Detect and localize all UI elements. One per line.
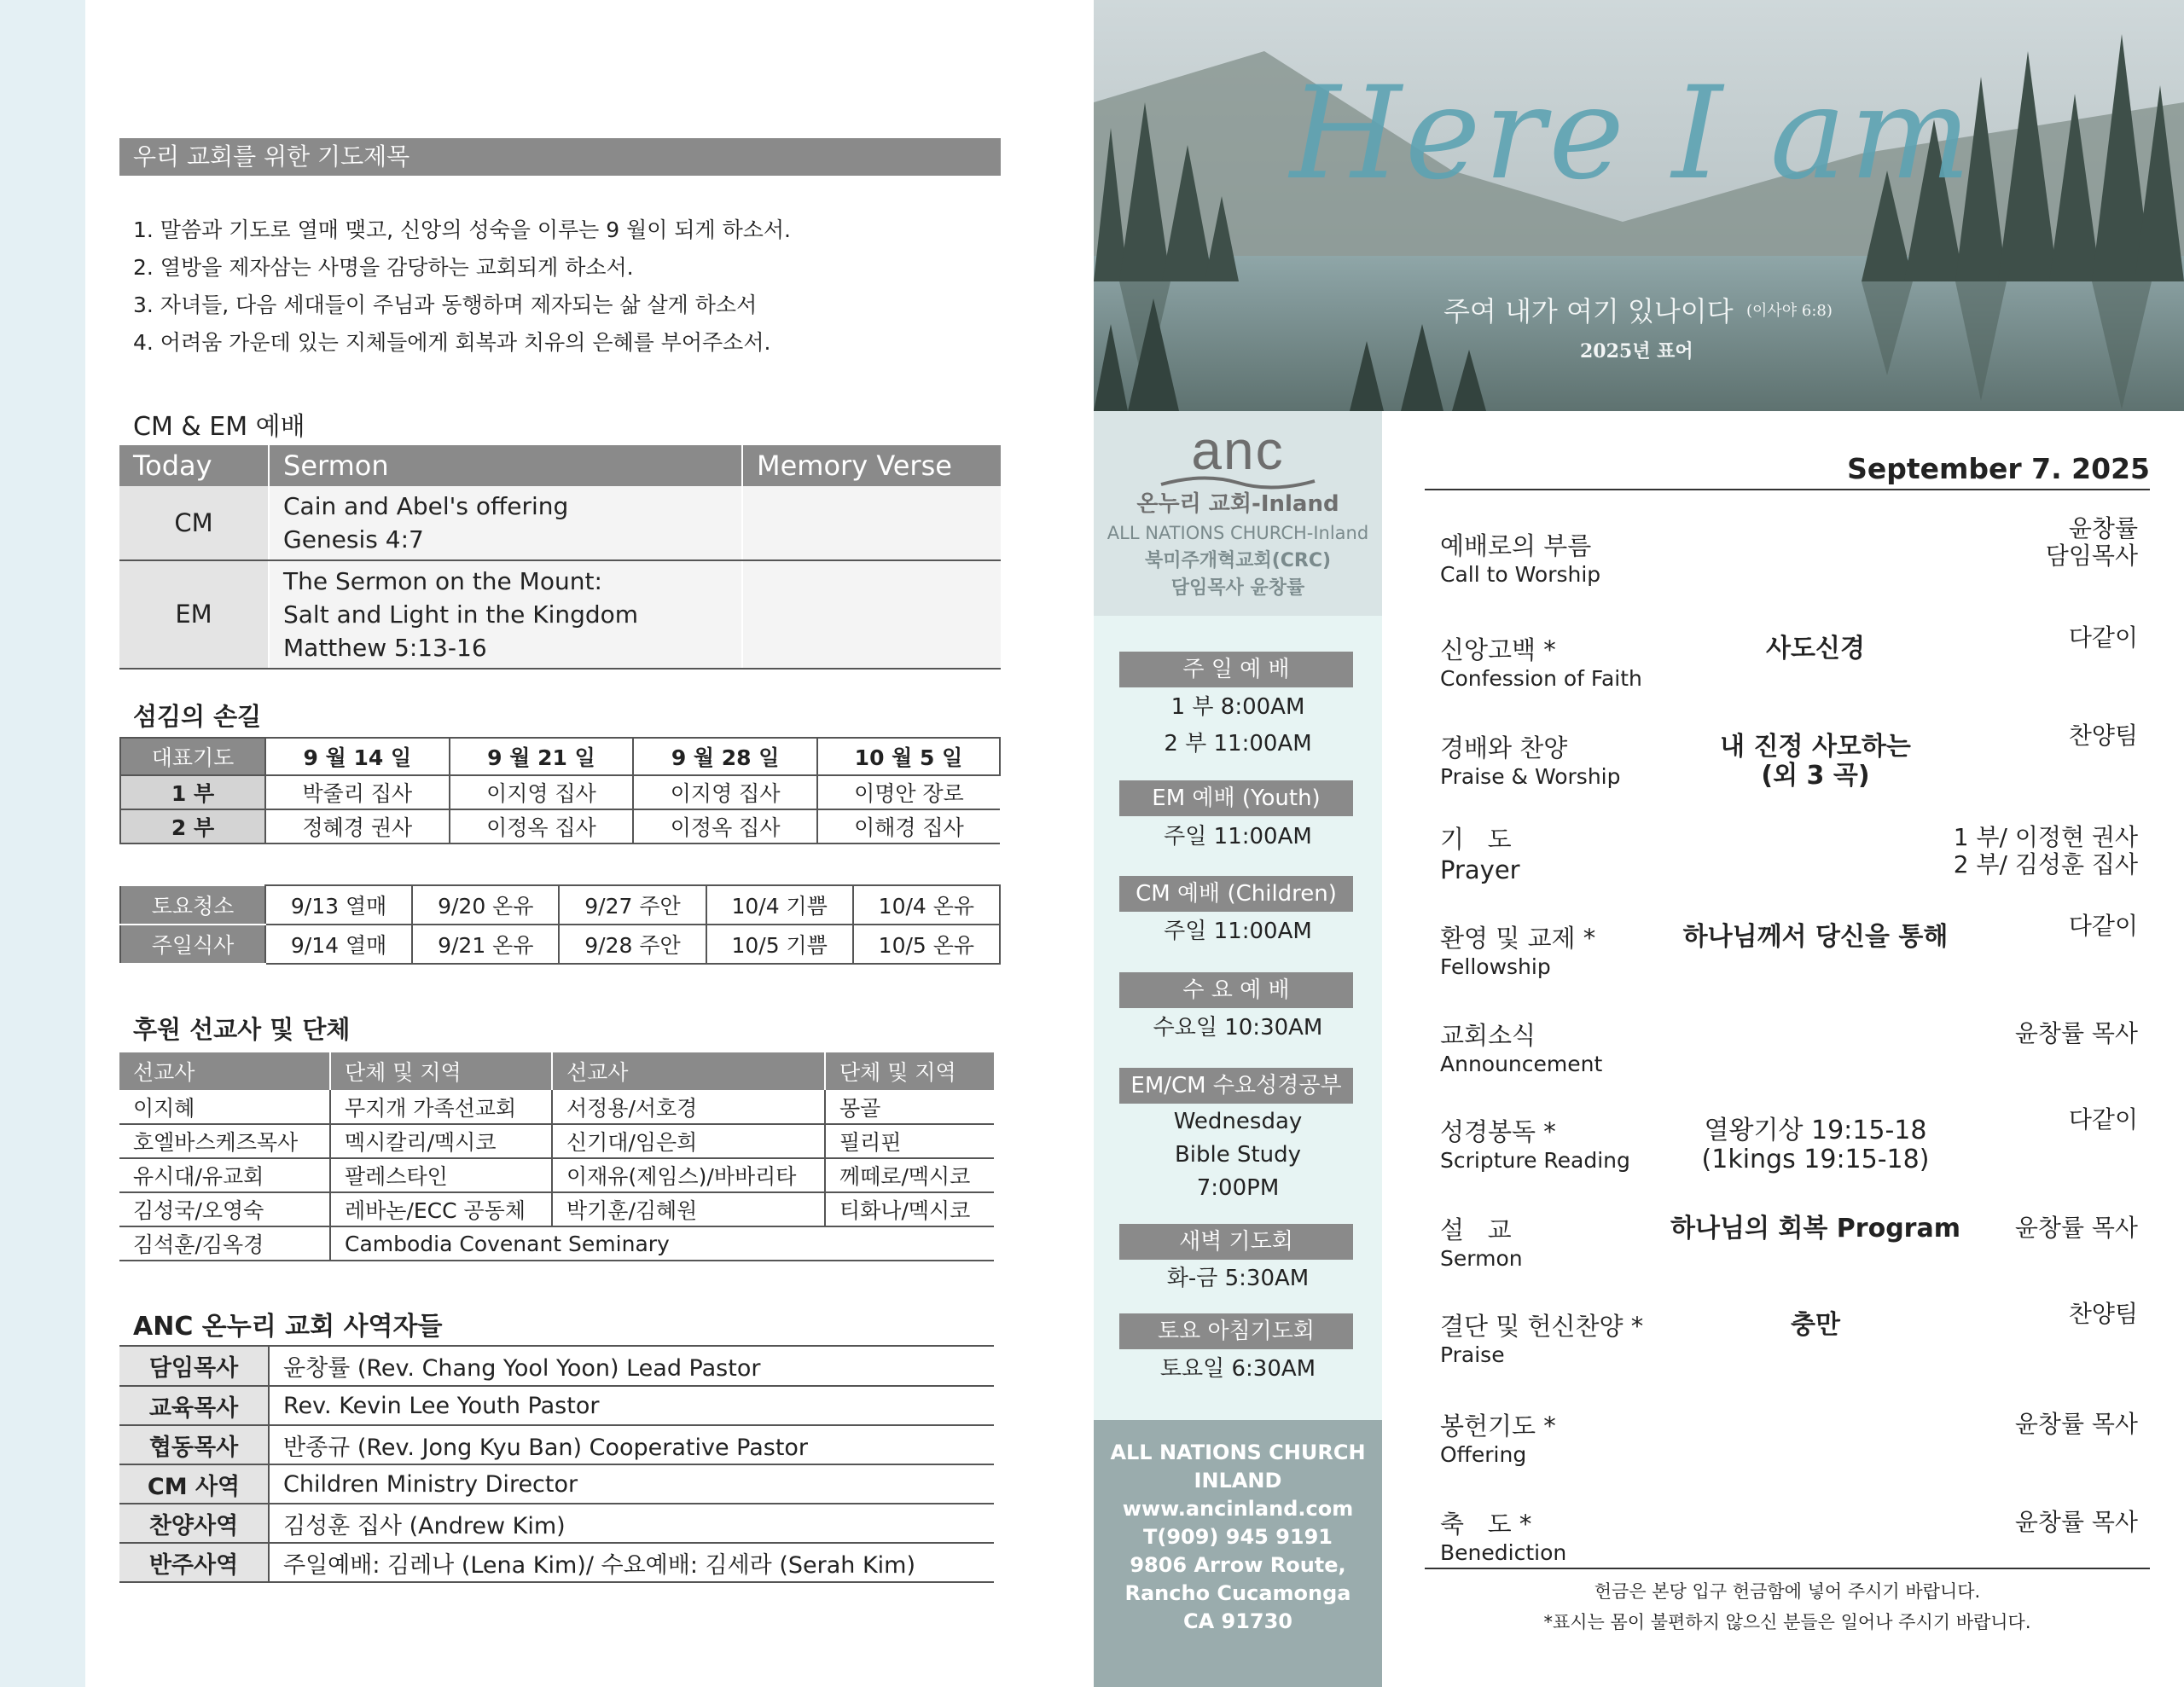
row-label: 주일식사 xyxy=(120,925,265,964)
table-cell: 이정옥 집사 xyxy=(633,809,817,844)
service-date: 9 월 28 일 xyxy=(633,738,817,775)
church-pastor: 담임목사 윤창률 xyxy=(1170,577,1305,599)
table-cell: 신기대/임은희 xyxy=(552,1124,825,1158)
worship-order-item xyxy=(1440,1017,2148,1076)
sermon-line: Cain and Abel's offering xyxy=(283,492,569,520)
table-cell: 10/5 온유 xyxy=(853,925,1000,964)
left-margin-strip xyxy=(0,0,85,1687)
table-cell: 9/21 온유 xyxy=(412,925,559,964)
order-item-english: Praise & Worship xyxy=(1440,764,1621,789)
schedule-line: 주일 11:00AM xyxy=(1164,919,1312,944)
table-cell: 김성훈 집사 (Andrew Kim) xyxy=(269,1504,994,1543)
table-row xyxy=(119,560,1001,669)
contact-line: www.ancinland.com xyxy=(1122,1497,1354,1521)
order-item-english: Offering xyxy=(1440,1442,1527,1467)
order-item-leader: 1 부/ 이정현 권사 2 부/ 김성훈 집사 xyxy=(1953,823,2138,878)
prayer-item: 2. 열방을 제자삼는 사명을 감당하는 교회되게 하소서. xyxy=(133,255,634,280)
service-title: 섬김의 손길 xyxy=(133,702,262,731)
prayer-item: 3. 자녀들, 다음 세대들이 주님과 동행하며 제자되는 삶 살게 하소서 xyxy=(133,293,758,317)
table-cell: 주일예배: 김레나 (Lena Kim)/ 수요예배: 김세라 (Serah Kim) xyxy=(269,1543,994,1582)
table-cell: 김성국/오영숙 xyxy=(119,1192,330,1226)
order-item-leader: 윤창률 목사 xyxy=(2014,1214,2138,1242)
table-row xyxy=(119,1158,994,1192)
contact-line: 9806 Arrow Route, xyxy=(1130,1553,1346,1577)
schedule-title: EM 예배 (Youth) xyxy=(1119,780,1353,816)
divider xyxy=(1425,1568,2150,1569)
divider xyxy=(1425,489,2150,490)
table-cell: 10/4 온유 xyxy=(853,885,1000,925)
row-label: 교육목사 xyxy=(119,1386,269,1425)
table-row xyxy=(119,1124,994,1158)
cover-year-motto: 2025년 표어 xyxy=(1580,340,1693,362)
cover-photo xyxy=(1094,0,2184,411)
service-date: 10 월 5 일 xyxy=(817,738,1000,775)
cover-ref: (이사야 6:8) xyxy=(1746,302,1833,320)
schedule-times xyxy=(1094,691,1382,761)
church-name-en: ALL NATIONS CHURCH-Inland xyxy=(1107,523,1369,543)
table-cell: 윤창률 (Rev. Chang Yool Yoon) Lead Pastor xyxy=(269,1347,994,1386)
schedule-line: 1 부 8:00AM xyxy=(1170,694,1305,720)
cover-subtitle: 주여 내가 여기 있나이다 xyxy=(1443,295,1734,328)
schedule-line: 주일 11:00AM xyxy=(1164,824,1312,849)
table-cell: 호엘바스케즈목사 xyxy=(119,1124,330,1158)
church-logo: anc xyxy=(1191,420,1285,481)
cover-script-title: Here I am xyxy=(1290,60,1975,208)
schedule-line: 화-금 5:30AM xyxy=(1166,1266,1310,1291)
worship-order-item xyxy=(1440,1300,2148,1367)
schedule-line: 토요일 6:30AM xyxy=(1159,1356,1316,1382)
church-denomination: 북미주개혁교회(CRC) xyxy=(1144,550,1332,571)
table-cell: 이지혜 xyxy=(119,1090,330,1124)
row-label: 담임목사 xyxy=(119,1347,269,1386)
service-date: 9 월 14 일 xyxy=(265,738,450,775)
table-cell: 정혜경 권사 xyxy=(265,809,450,844)
order-item-english: Scripture Reading xyxy=(1440,1148,1630,1173)
table-cell: Rev. Kevin Lee Youth Pastor xyxy=(269,1386,994,1425)
table-row xyxy=(119,1347,994,1386)
table-row xyxy=(120,775,1000,809)
contact-line: CA 91730 xyxy=(1182,1609,1293,1633)
sermon-cell xyxy=(269,486,742,560)
order-item-leader: 찬양팀 xyxy=(2068,1300,2138,1328)
order-item-english: Benediction xyxy=(1440,1540,1567,1565)
church-logo-box xyxy=(1094,411,1382,616)
church-name-ko: 온누리 교회-Inland xyxy=(1136,491,1339,517)
service-table xyxy=(119,737,1001,844)
table-cell: 이지영 집사 xyxy=(633,775,817,809)
bulletin-notes xyxy=(1425,1576,2150,1638)
order-item-title: 하나님의 회복 Program xyxy=(1670,1214,1960,1244)
worship-order-item xyxy=(1440,722,2148,791)
order-item-leader: 윤창률 담임목사 xyxy=(2045,514,2138,570)
sermon-line: Matthew 5:13-16 xyxy=(283,634,487,662)
table-row xyxy=(119,1464,994,1504)
table-cell: 멕시칼리/멕시코 xyxy=(330,1124,552,1158)
prayer-section-title: 우리 교회를 위한 기도제목 xyxy=(119,138,1001,176)
schedule-title: EM/CM 수요성경공부 xyxy=(1119,1068,1353,1104)
table-row xyxy=(120,925,1000,964)
table-row xyxy=(119,1192,994,1226)
table-cell: 9/28 주안 xyxy=(559,925,706,964)
prayer-item: 1. 말씀과 기도로 열매 맺고, 신앙의 성숙을 이루는 9 월이 되게 하소서. xyxy=(133,217,791,242)
order-item-title: 하나님께서 당신을 통해 xyxy=(1682,922,1949,952)
note-line: *표시는 몸이 불편하지 않으신 분들은 일어나 주시기 바랍니다. xyxy=(1543,1612,2031,1632)
col-memory-verse: Memory Verse xyxy=(742,445,1001,486)
service-date: 9 월 21 일 xyxy=(450,738,634,775)
order-item-english: Call to Worship xyxy=(1440,562,1601,587)
col-missionary: 선교사 xyxy=(552,1052,825,1090)
schedule-line: Wednesday xyxy=(1173,1109,1303,1134)
col-sermon: Sermon xyxy=(269,445,742,486)
order-item-leader: 다같이 xyxy=(2068,912,2138,940)
sermon-line: The Sermon on the Mount: xyxy=(283,567,602,595)
order-item-leader: 다같이 xyxy=(2068,1105,2138,1133)
schedule-title: 주 일 예 배 xyxy=(1119,652,1353,687)
row-label: 토요청소 xyxy=(120,885,265,925)
row-label: CM 사역 xyxy=(119,1464,269,1504)
order-item-english: Confession of Faith xyxy=(1440,666,1642,691)
worship-order-item xyxy=(1440,820,2148,884)
contact-line: INLAND xyxy=(1194,1469,1282,1493)
schedule-title: 수 요 예 배 xyxy=(1119,972,1353,1008)
col-org-region: 단체 및 지역 xyxy=(825,1052,994,1090)
sermon-line: Salt and Light in the Kingdom xyxy=(283,600,639,629)
missions-table xyxy=(119,1052,994,1261)
order-item-leader: 윤창률 목사 xyxy=(2014,1019,2138,1047)
bulletin-date: September 7. 2025 xyxy=(1847,452,2150,485)
cleaning-table xyxy=(119,884,1001,965)
row-label: 찬양사역 xyxy=(119,1504,269,1543)
table-row xyxy=(120,885,1000,925)
order-item-korean: 기 도 xyxy=(1440,825,1512,854)
schedule-times xyxy=(1094,1105,1382,1205)
sermon-cell xyxy=(269,560,742,669)
table-cell: 10/4 기쁨 xyxy=(706,885,853,925)
table-cell: 10/5 기쁨 xyxy=(706,925,853,964)
cm-em-title: CM & EM 예배 xyxy=(133,412,305,442)
table-cell: Cambodia Covenant Seminary xyxy=(330,1226,994,1261)
order-item-korean: 성경봉독 * xyxy=(1440,1117,1556,1146)
table-cell: 이해경 집사 xyxy=(817,809,1000,844)
order-item-korean: 결단 및 헌신찬양 * xyxy=(1440,1312,1644,1341)
order-item-title: 충만 xyxy=(1791,1310,1840,1340)
row-label: 1 부 xyxy=(120,775,265,809)
order-item-korean: 교회소식 xyxy=(1440,1021,1536,1050)
order-item-title: 열왕기상 19:15-18 (1kings 19:15-18) xyxy=(1701,1116,1930,1174)
schedule-line: 수요일 10:30AM xyxy=(1153,1015,1323,1041)
table-cell: 반종규 (Rev. Jong Kyu Ban) Cooperative Pastor xyxy=(269,1425,994,1464)
table-cell: 이재유(제임스)/바바리타 xyxy=(552,1158,825,1192)
table-cell: 이명안 장로 xyxy=(817,775,1000,809)
table-cell: 9/13 열매 xyxy=(265,885,412,925)
order-item-english: Fellowship xyxy=(1440,954,1551,979)
table-cell: 필리핀 xyxy=(825,1124,994,1158)
col-today: Today xyxy=(119,445,269,486)
sermon-line: Genesis 4:7 xyxy=(283,525,424,554)
contact-line: Rancho Cucamonga xyxy=(1124,1581,1351,1605)
contact-line: ALL NATIONS CHURCH xyxy=(1110,1441,1366,1464)
row-label: CM xyxy=(119,486,269,560)
order-item-english: Announcement xyxy=(1440,1052,1603,1076)
table-cell: 무지개 가족선교회 xyxy=(330,1090,552,1124)
row-label: 2 부 xyxy=(120,809,265,844)
prayer-item: 4. 어려움 가운데 있는 지체들에게 회복과 치유의 은혜를 부어주소서. xyxy=(133,330,771,355)
cm-em-table xyxy=(119,445,1001,670)
col-missionary: 선교사 xyxy=(119,1052,330,1090)
missions-title: 후원 선교사 및 단체 xyxy=(133,1015,351,1044)
worship-order-item xyxy=(1440,912,2148,979)
table-cell: Children Ministry Director xyxy=(269,1464,994,1504)
order-item-korean: 환영 및 교제 * xyxy=(1440,924,1596,953)
church-contact-box xyxy=(1094,1420,1382,1687)
contact-line: T(909) 945 9191 xyxy=(1142,1525,1333,1549)
row-label: 반주사역 xyxy=(119,1543,269,1582)
row-label: EM xyxy=(119,560,269,669)
col-org-region: 단체 및 지역 xyxy=(330,1052,552,1090)
table-cell: 서정용/서호경 xyxy=(552,1090,825,1124)
table-cell: 몽골 xyxy=(825,1090,994,1124)
table-row xyxy=(119,1226,994,1261)
order-item-english: Praise xyxy=(1440,1342,1505,1367)
table-cell: 9/20 온유 xyxy=(412,885,559,925)
worship-order-item xyxy=(1440,623,2148,691)
ministers-table xyxy=(119,1347,994,1583)
schedule-line: 2 부 11:00AM xyxy=(1164,731,1312,757)
worship-order-item xyxy=(1440,514,2148,587)
order-item-korean: 축 도 * xyxy=(1440,1510,1532,1539)
table-cell: 레바논/ECC 공동체 xyxy=(330,1192,552,1226)
table-row xyxy=(119,1543,994,1582)
order-item-leader: 윤창률 목사 xyxy=(2014,1410,2138,1438)
table-cell: 티화나/멕시코 xyxy=(825,1192,994,1226)
verse-cell xyxy=(742,486,1001,560)
note-line: 헌금은 본당 입구 헌금함에 넣어 주시기 바랍니다. xyxy=(1594,1581,1981,1602)
table-row xyxy=(119,486,1001,560)
order-item-title: 내 진정 사모하는 (외 3 곡) xyxy=(1720,732,1911,791)
table-cell: 9/14 열매 xyxy=(265,925,412,964)
schedule-title: 토요 아침기도회 xyxy=(1119,1313,1353,1349)
schedule-line: Bible Study xyxy=(1174,1142,1302,1168)
order-item-leader: 윤창률 목사 xyxy=(2014,1508,2138,1536)
worship-order-item xyxy=(1440,1505,2148,1565)
table-cell: 팔레스타인 xyxy=(330,1158,552,1192)
order-item-leader: 다같이 xyxy=(2068,623,2138,652)
order-item-korean: 신앙고백 * xyxy=(1440,635,1556,664)
row-label: 협동목사 xyxy=(119,1425,269,1464)
order-item-korean: 설 교 xyxy=(1440,1215,1512,1244)
order-item-title: 사도신경 xyxy=(1766,634,1865,664)
table-cell: 께떼로/멕시코 xyxy=(825,1158,994,1192)
schedule-title: CM 예배 (Children) xyxy=(1119,876,1353,912)
table-cell: 유시대/유교회 xyxy=(119,1158,330,1192)
ministers-title: ANC 온누리 교회 사역자들 xyxy=(133,1312,443,1342)
worship-order-item xyxy=(1440,1407,2148,1467)
table-cell: 이정옥 집사 xyxy=(450,809,634,844)
table-row xyxy=(119,1425,994,1464)
worship-order-item xyxy=(1440,1211,2148,1271)
table-row xyxy=(119,1386,994,1425)
service-header-label: 대표기도 xyxy=(120,738,265,775)
worship-order-item xyxy=(1440,1105,2148,1174)
table-cell: 박기훈/김혜원 xyxy=(552,1192,825,1226)
table-row xyxy=(120,809,1000,844)
table-row xyxy=(119,1090,994,1124)
order-item-english: Sermon xyxy=(1440,1246,1523,1271)
order-item-korean: 봉헌기도 * xyxy=(1440,1412,1556,1441)
table-row xyxy=(119,1504,994,1543)
table-cell: 박줄리 집사 xyxy=(265,775,450,809)
order-item-leader: 찬양팀 xyxy=(2068,722,2138,750)
table-cell: 9/27 주안 xyxy=(559,885,706,925)
order-item-korean: 경배와 찬양 xyxy=(1440,733,1568,762)
order-item-korean: 예배로의 부름 xyxy=(1440,531,1592,560)
order-item-english: Prayer xyxy=(1440,855,1520,884)
prayer-list xyxy=(133,212,995,362)
table-cell: 이지영 집사 xyxy=(450,775,634,809)
schedule-line: 7:00PM xyxy=(1196,1175,1280,1201)
table-cell: 김석훈/김옥경 xyxy=(119,1226,330,1261)
schedule-title: 새벽 기도회 xyxy=(1119,1224,1353,1260)
verse-cell xyxy=(742,560,1001,669)
